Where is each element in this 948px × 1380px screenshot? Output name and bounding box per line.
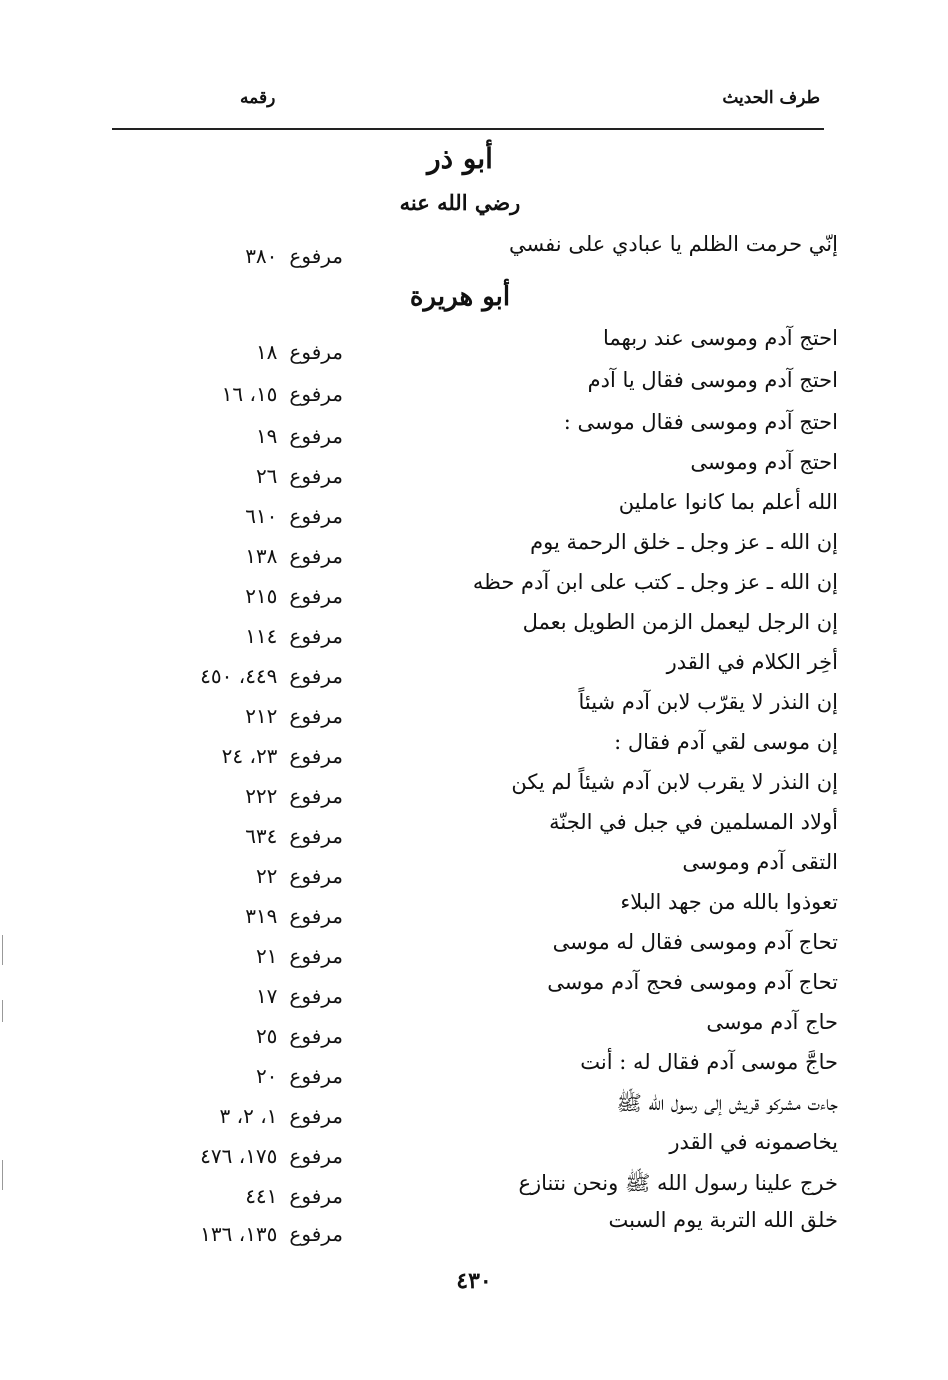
hadith-number: ٤٤٩، ٤٥٠: [200, 664, 278, 688]
hadith-number: ١٥، ١٦: [221, 382, 278, 406]
hadith-reference: [256, 340, 343, 364]
hadith-number: ٣١٩: [245, 904, 278, 928]
list-item: [0, 1090, 948, 1130]
hadith-type: مرفوع: [289, 584, 343, 608]
hadith-number: ٢١٢: [245, 704, 278, 728]
column-header-number: رقمه: [240, 88, 276, 108]
column-header-hadith-start: طرف الحديث: [722, 88, 820, 108]
list-item: [0, 570, 948, 610]
section-title-abu-dharr: أبو ذر: [427, 142, 493, 175]
hadith-type: مرفوع: [289, 382, 343, 406]
hadith-type: مرفوع: [289, 1184, 343, 1208]
scan-edge-mark: [2, 1000, 3, 1022]
list-item: [0, 810, 948, 850]
scan-edge-mark: [2, 1160, 3, 1190]
hadith-number: ٢٣، ٢٤: [221, 744, 278, 768]
hadith-opening-text: إن النذر لا يقرب لابن آدم شيئاً لم يكن: [511, 770, 838, 794]
hadith-opening-text: حاج آدم موسى: [706, 1010, 838, 1034]
hadith-reference: [222, 382, 343, 406]
hadith-reference: [245, 784, 343, 808]
hadith-type: مرفوع: [289, 340, 343, 364]
hadith-reference: [256, 1064, 343, 1088]
hadith-type: مرفوع: [289, 784, 343, 808]
hadith-opening-text: إن النذر لا يقرّب لابن آدم شيئاً: [578, 690, 838, 714]
list-item: [0, 1208, 948, 1248]
hadith-opening-text: خلق الله التربة يوم السبت: [608, 1208, 838, 1232]
hadith-type: مرفوع: [289, 904, 343, 928]
hadith-type: مرفوع: [289, 824, 343, 848]
hadith-type: مرفوع: [289, 544, 343, 568]
hadith-type: مرفوع: [289, 1144, 343, 1168]
hadith-reference: [256, 424, 343, 448]
hadith-reference: [256, 464, 343, 488]
hadith-opening-text: أولاد المسلمين في جبل في الجنّة: [549, 810, 838, 834]
hadith-reference: [245, 704, 343, 728]
list-item: [0, 1050, 948, 1090]
hadith-number: ٣٨٠: [245, 244, 278, 268]
hadith-number: ٢٥: [255, 1024, 278, 1048]
hadith-type: مرفوع: [289, 944, 343, 968]
page-number: ٤٣٠: [456, 1268, 492, 1294]
scan-edge-mark: [2, 935, 3, 965]
hadith-number: ١٣٨: [245, 544, 278, 568]
hadith-reference: [256, 984, 343, 1008]
hadith-number: ١٨: [255, 340, 278, 364]
hadith-type: مرفوع: [289, 464, 343, 488]
hadith-type: مرفوع: [289, 1104, 343, 1128]
hadith-type: مرفوع: [289, 244, 343, 268]
hadith-reference: [245, 1184, 343, 1208]
hadith-number: ١، ٢، ٣: [219, 1104, 278, 1128]
hadith-reference: [245, 544, 343, 568]
hadith-number: ٤٤١: [245, 1184, 278, 1208]
section-subtitle-abu-dharr: رضي الله عنه: [399, 190, 521, 215]
hadith-number: ١٣٥، ١٣٦: [200, 1222, 278, 1246]
hadith-reference: [256, 1024, 343, 1048]
hadith-opening-text: احتج آدم وموسى: [690, 450, 838, 474]
list-item: [0, 650, 948, 690]
hadith-opening-text: إنّي حرمت الظلم يا عبادي على نفسي: [508, 232, 838, 256]
hadith-number: ٢٠: [255, 1064, 278, 1088]
hadith-reference: [256, 944, 343, 968]
hadith-type: مرفوع: [289, 664, 343, 688]
hadith-opening-text: تعوذوا بالله من جهد البلاء: [620, 890, 838, 914]
hadith-reference: [220, 1104, 343, 1128]
hadith-opening-text: التقى آدم وموسى: [682, 850, 838, 874]
list-item: [0, 232, 948, 272]
hadith-opening-text: حاجَّ موسى آدم فقال له : أنت: [580, 1050, 838, 1074]
hadith-opening-text: جاءت مشركو قريش إلى رسول الله ﷺ: [616, 1091, 838, 1115]
list-item: [0, 890, 948, 930]
hadith-opening-text: إن موسى لقي آدم فقال :: [614, 730, 838, 754]
hadith-type: مرفوع: [289, 704, 343, 728]
hadith-reference: [200, 664, 343, 688]
hadith-opening-text: إن الرجل ليعمل الزمن الطويل بعمل: [522, 610, 838, 634]
hadith-opening-text: إن الله ـ عز وجل ـ كتب على ابن آدم حظه: [472, 570, 838, 594]
list-item: [0, 450, 948, 490]
list-item: [0, 1170, 948, 1210]
list-item: [0, 410, 948, 450]
hadith-reference: [245, 624, 343, 648]
hadith-number: ٢٢٢: [245, 784, 278, 808]
hadith-opening-text: احتج آدم وموسى فقال موسى :: [563, 410, 838, 434]
list-item: [0, 690, 948, 730]
hadith-number: ٢٦: [255, 464, 278, 488]
hadith-type: مرفوع: [289, 1064, 343, 1088]
hadith-number: ٢١٥: [245, 584, 278, 608]
hadith-number: ٦٣٤: [245, 824, 278, 848]
hadith-reference: [222, 744, 343, 768]
hadith-reference: [245, 504, 343, 528]
hadith-type: مرفوع: [289, 424, 343, 448]
section-title-abu-hurayra: أبو هريرة: [409, 282, 511, 312]
list-item: [0, 490, 948, 530]
list-item: [0, 850, 948, 890]
list-item: [0, 930, 948, 970]
hadith-type: مرفوع: [289, 864, 343, 888]
hadith-number: ٢٢: [255, 864, 278, 888]
hadith-reference: [245, 244, 343, 268]
hadith-reference: [256, 864, 343, 888]
hadith-reference: [245, 824, 343, 848]
hadith-number: ١٩: [255, 424, 278, 448]
hadith-opening-text: تحاج آدم وموسى فحج آدم موسى: [547, 970, 838, 994]
list-item: [0, 1130, 948, 1170]
list-item: [0, 368, 948, 408]
list-item: [0, 730, 948, 770]
list-item: [0, 970, 948, 1010]
hadith-opening-text: إن الله ـ عز وجل ـ خلق الرحمة يوم: [530, 530, 838, 554]
hadith-reference: [245, 904, 343, 928]
hadith-opening-text: تحاج آدم وموسى فقال له موسى: [552, 930, 838, 954]
hadith-type: مرفوع: [289, 624, 343, 648]
hadith-opening-text: يخاصمونه في القدر: [669, 1130, 838, 1154]
hadith-reference: [200, 1222, 343, 1246]
hadith-type: مرفوع: [289, 1222, 343, 1246]
hadith-opening-text: الله أعلم بما كانوا عاملين: [618, 490, 838, 514]
list-item: [0, 770, 948, 810]
list-item: [0, 326, 948, 366]
hadith-opening-text: احتج آدم وموسى فقال يا آدم: [587, 368, 838, 392]
hadith-opening-text: أخِر الكلام في القدر: [666, 650, 838, 674]
hadith-number: ٢١: [255, 944, 278, 968]
hadith-reference: [245, 584, 343, 608]
hadith-number: ١١٤: [245, 624, 278, 648]
hadith-type: مرفوع: [289, 984, 343, 1008]
list-item: [0, 1010, 948, 1050]
hadith-opening-text: احتج آدم وموسى عند ربهما: [602, 326, 838, 350]
hadith-number: ١٧: [255, 984, 278, 1008]
hadith-type: مرفوع: [289, 1024, 343, 1048]
hadith-type: مرفوع: [289, 744, 343, 768]
hadith-number: ١٧٥، ٤٧٦: [200, 1144, 278, 1168]
hadith-number: ٦١٠: [245, 504, 278, 528]
hadith-reference: [200, 1144, 343, 1168]
hadith-type: مرفوع: [289, 504, 343, 528]
header-rule: [112, 128, 824, 130]
hadith-opening-text: خرج علينا رسول الله ﷺ ونحن نتنازع: [518, 1171, 838, 1195]
list-item: [0, 610, 948, 650]
list-item: [0, 530, 948, 570]
